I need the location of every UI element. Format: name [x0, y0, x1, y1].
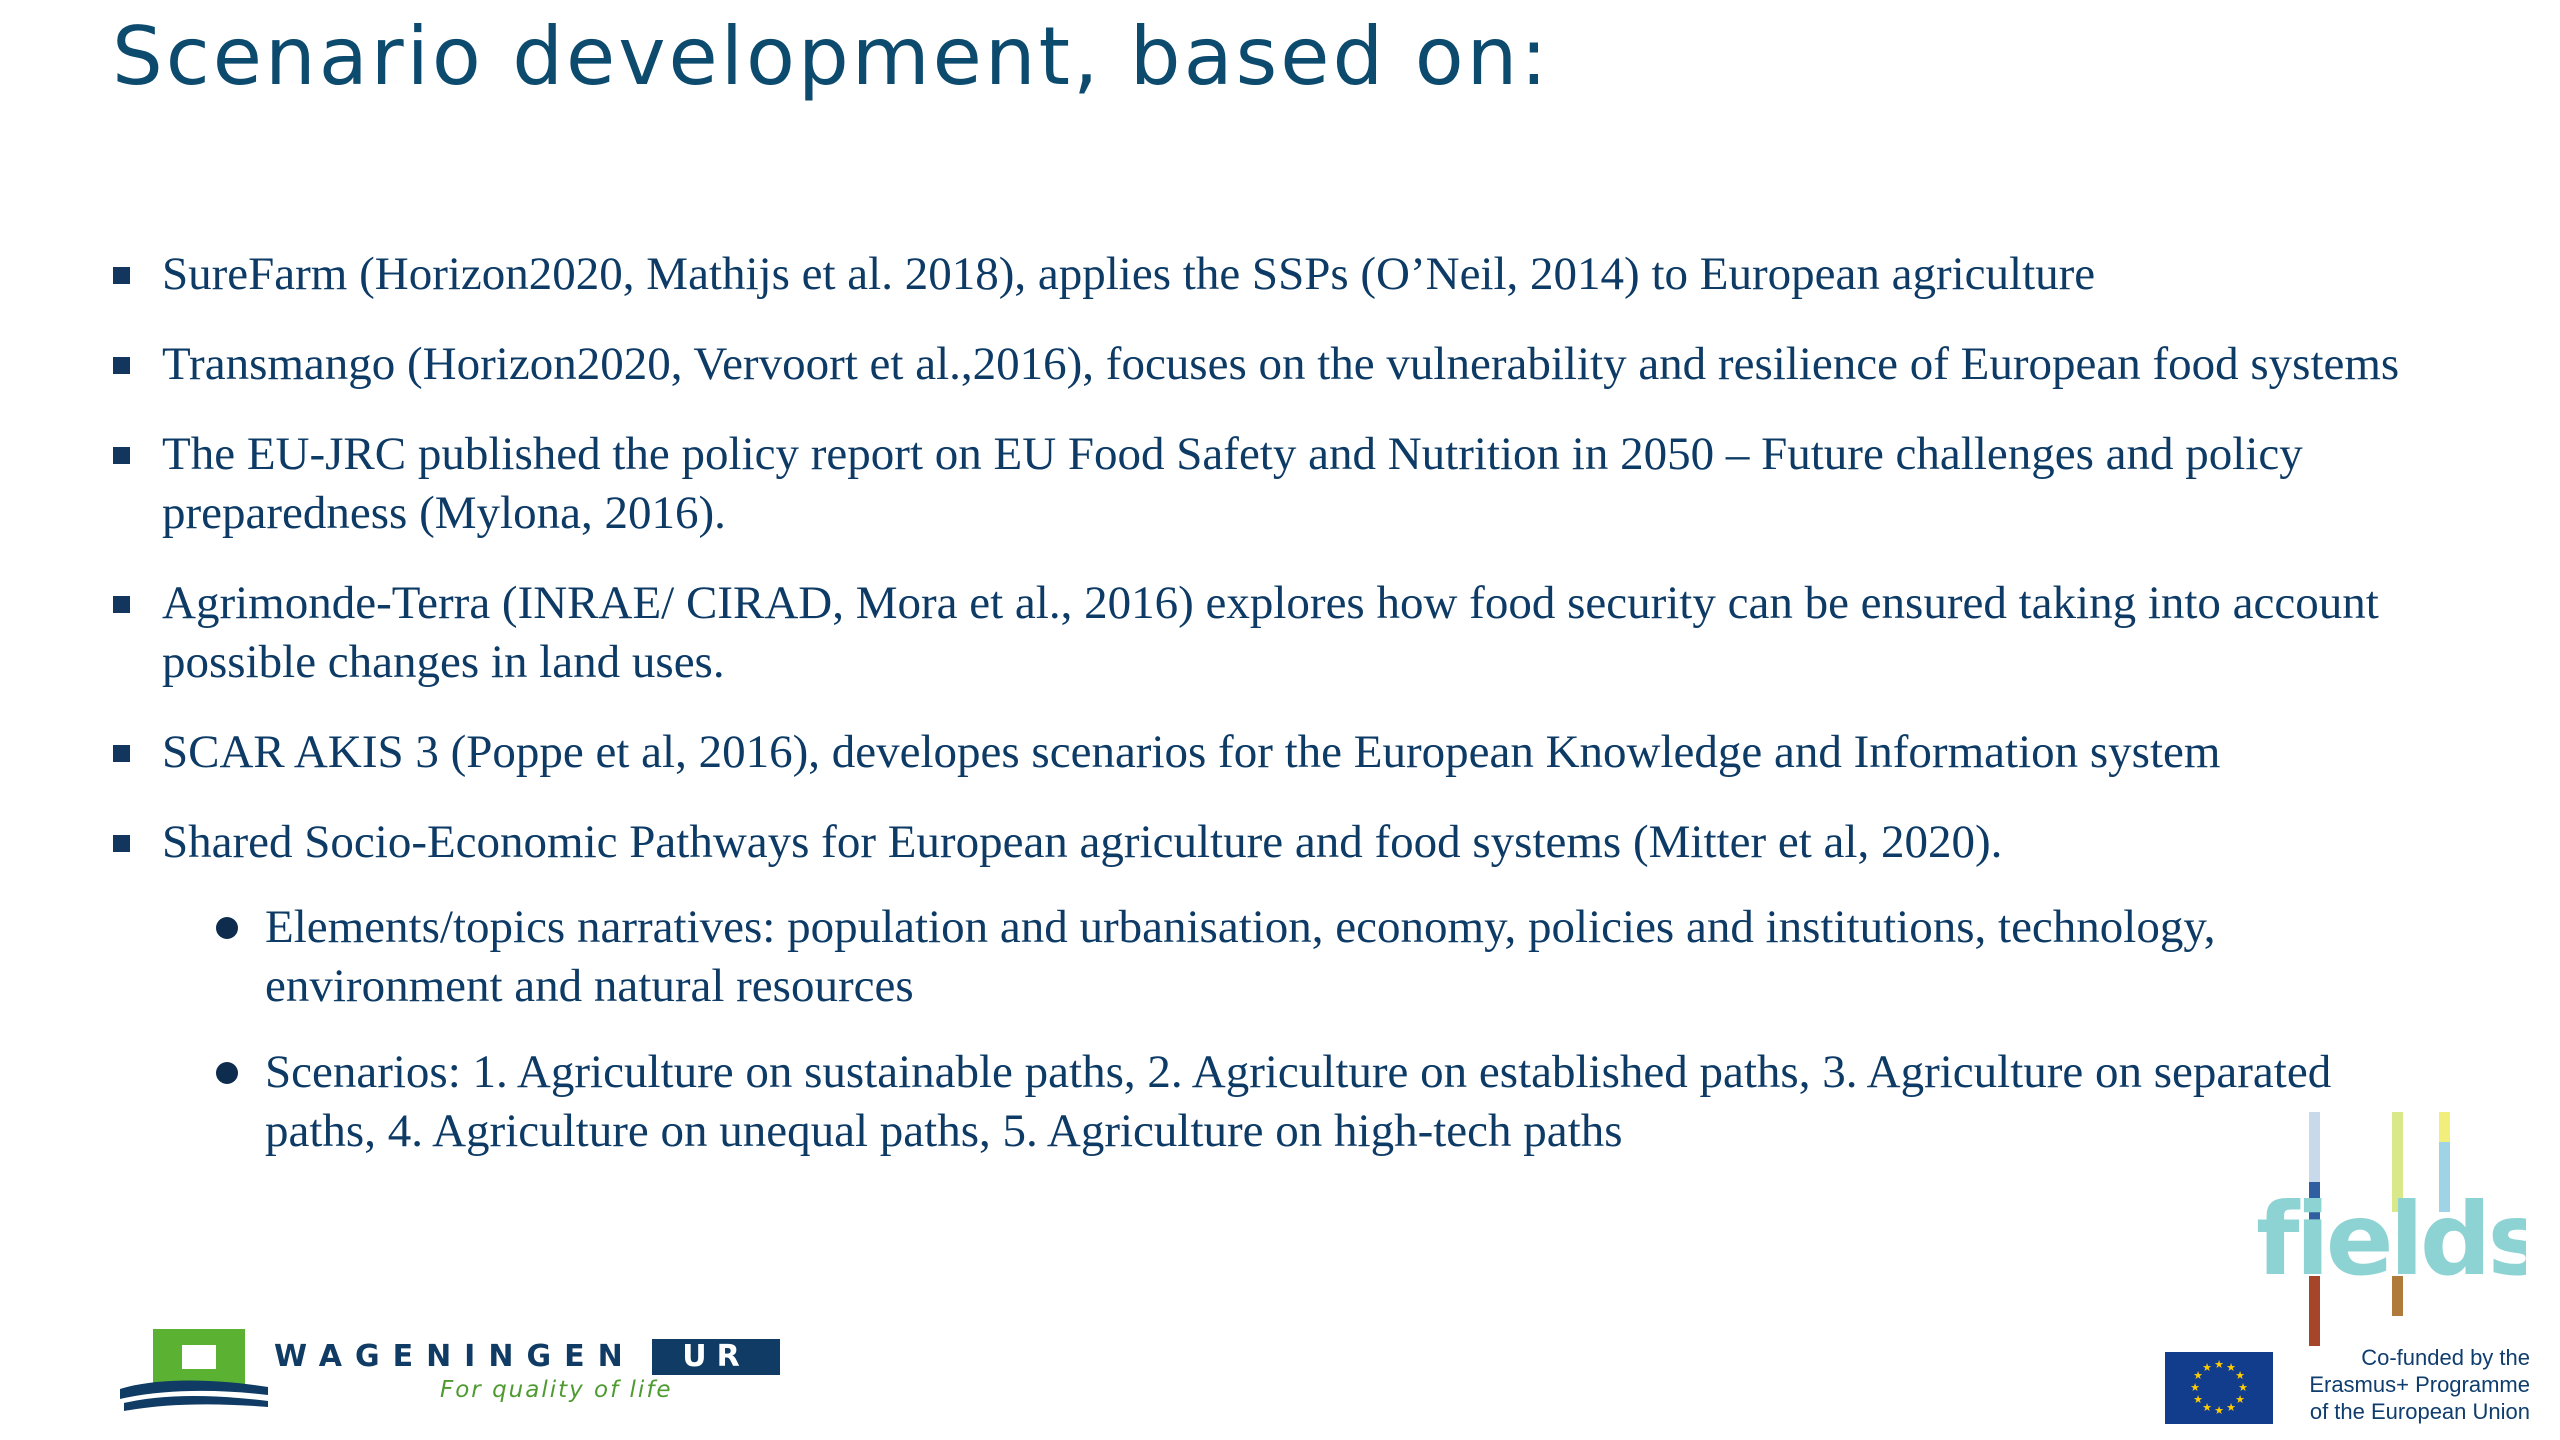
bullet-list	[110, 245, 2510, 1188]
square-bullet-icon	[113, 835, 130, 852]
svg-text:★: ★	[2214, 1358, 2224, 1371]
bullet-text: Agrimonde-Terra (INRAE/ CIRAD, Mora et al., 2016) explores how food security can be ensured taking into account possible changes in land uses.	[162, 577, 2379, 688]
fields-wordmark: fields	[2256, 1181, 2526, 1298]
bullet-text: Shared Socio-Economic Pathways for European agriculture and food systems (Mitter et al, 2020).	[162, 816, 2003, 868]
svg-text:★: ★	[2226, 1361, 2236, 1374]
fields-logo-graphic	[2256, 1106, 2526, 1346]
square-bullet-icon	[113, 267, 130, 284]
bullet-text: SureFarm (Horizon2020, Mathijs et al. 2018), applies the SSPs (O’Neil, 2014) to European agriculture	[162, 248, 2096, 300]
sub-bullet-text: Elements/topics narratives: population and urbanisation, economy, policies and institutions, technology, environment and natural resources	[265, 901, 2216, 1012]
eu-flag-icon	[2165, 1352, 2273, 1424]
fields-bar	[2309, 1112, 2320, 1182]
wur-tagline: For quality of life	[440, 1377, 673, 1403]
svg-text:★: ★	[2193, 1369, 2203, 1382]
svg-text:★: ★	[2193, 1393, 2203, 1406]
sub-list-container	[110, 898, 2510, 1161]
round-bullet-icon	[216, 917, 238, 939]
square-bullet-icon	[113, 745, 130, 762]
square-bullet-icon	[113, 357, 130, 374]
svg-text:★: ★	[2202, 1401, 2212, 1414]
svg-text:★: ★	[2235, 1369, 2245, 1382]
wur-emblem-icon	[118, 1327, 268, 1417]
eu-cofunded-text	[2290, 1344, 2530, 1425]
round-bullet-icon	[216, 1062, 238, 1084]
eu-cofunded-logo	[2165, 1344, 2535, 1424]
svg-text:★: ★	[2190, 1381, 2200, 1394]
eu-line: Co-funded by the	[2361, 1345, 2530, 1370]
square-bullet-icon	[113, 596, 130, 613]
fields-bar	[2439, 1112, 2450, 1142]
slide-title: Scenario development, based on:	[112, 10, 1551, 103]
sub-bullet-item	[213, 898, 2445, 1016]
svg-text:★: ★	[2214, 1404, 2224, 1417]
bullet-item	[110, 245, 2510, 304]
square-bullet-icon	[113, 447, 130, 464]
bullet-text: SCAR AKIS 3 (Poppe et al, 2016), developes scenarios for the European Knowledge and Information system	[162, 726, 2221, 778]
fields-logo	[2256, 1106, 2526, 1346]
svg-text:★: ★	[2226, 1401, 2236, 1414]
bullet-text: The EU-JRC published the policy report on EU Food Safety and Nutrition in 2050 – Future challenges and policy preparedness (Mylona, 2016).	[162, 428, 2303, 539]
wageningen-ur-logo	[118, 1327, 808, 1417]
wur-name: WAGENINGEN	[274, 1339, 636, 1374]
svg-text:★: ★	[2238, 1381, 2248, 1394]
bullet-item	[110, 723, 2510, 782]
bullet-text: Transmango (Horizon2020, Vervoort et al.,2016), focuses on the vulnerability and resilience of European food systems	[162, 338, 2400, 390]
bullet-item	[110, 813, 2510, 872]
eu-line: Erasmus+ Programme	[2309, 1372, 2530, 1397]
wur-suffix: UR	[652, 1339, 780, 1375]
svg-text:★: ★	[2202, 1361, 2212, 1374]
bullet-item	[110, 335, 2510, 394]
sub-bullet-item	[213, 1043, 2445, 1161]
bullet-item	[110, 574, 2510, 692]
sub-bullet-list	[213, 898, 2510, 1161]
bullet-item	[110, 425, 2510, 543]
eu-line: of the European Union	[2309, 1399, 2530, 1424]
sub-bullet-text: Scenarios: 1. Agriculture on sustainable paths, 2. Agriculture on established paths, 3. Agriculture on separated paths, 4. Agriculture on unequal paths, 5. Agriculture on high-tech paths	[265, 1046, 2332, 1157]
svg-text:★: ★	[2235, 1393, 2245, 1406]
